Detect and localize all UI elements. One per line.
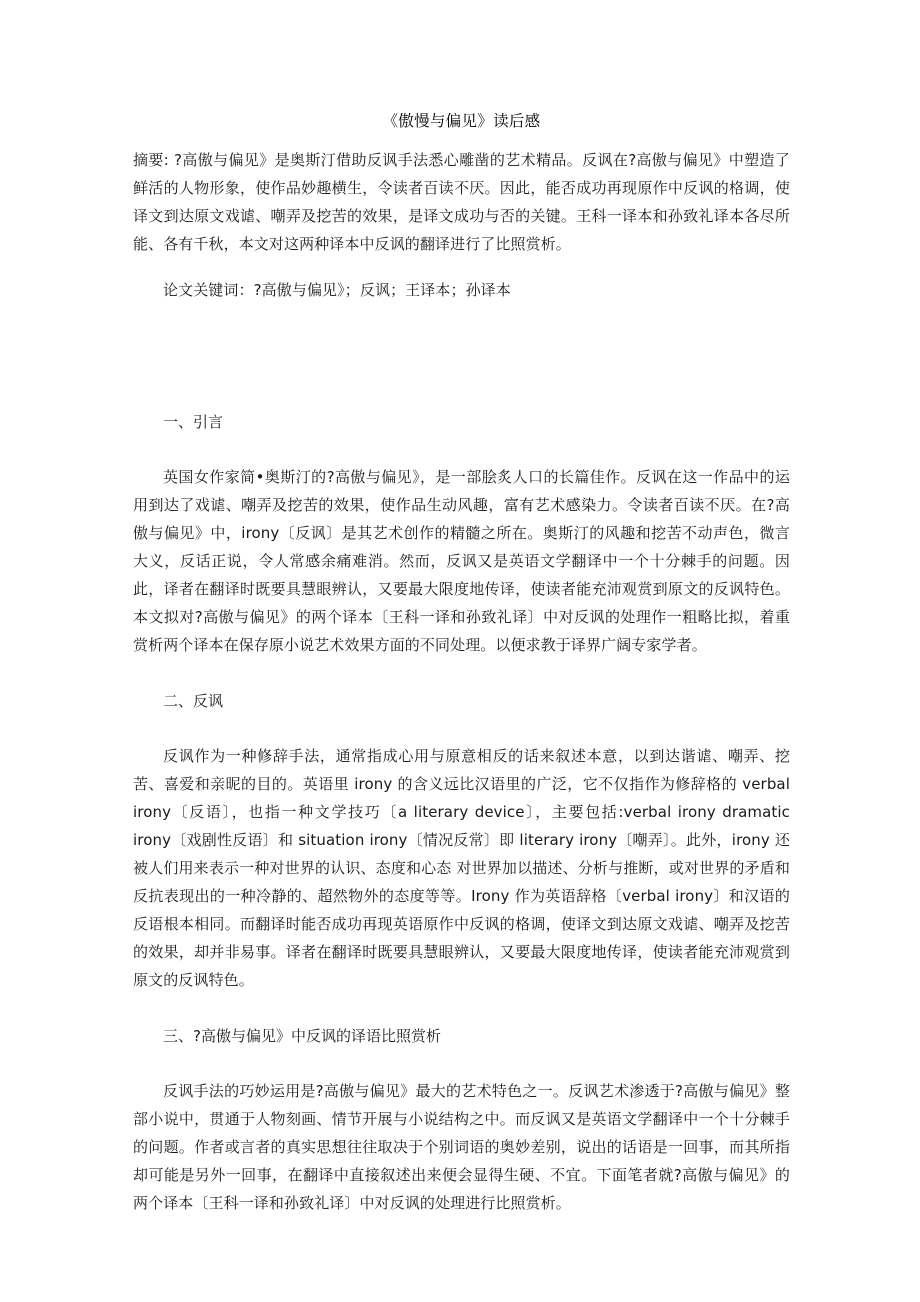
heading-spacer-2 bbox=[133, 715, 790, 742]
section-1-paragraph-1: 英国女作家简•奥斯汀的?高傲与偏见》，是一部脍炙人口的长篇佳作。反讽在这一作品中的运用到达了戏谑、嘲弄及挖苦的效果，使作品生动风趣，富有艺术感染力。令读者百读不厌。在?高傲与偏见》中，irony〔反讽〕是其艺术创作的精髓之所在。奥斯汀的风趣和挖苦不动声色，微言大义，反话正说，令人常感余痛难消。然而，反讽又是英语文学翻译中一个十分棘手的问题。因此，译者在翻译时既要具慧眼辨认，又要最大限度地传译，使读者能充沛观赏到原文的反讽特色。本文拟对?高傲与偏见》的两个译本〔王科一译和孙致礼译〕中对反讽的处理作一粗略比拟，着重赏析两个译本在保存原小说艺术效果方面的不同处理。以便求教于译界广阔专家学者。 bbox=[133, 468, 790, 654]
section-2-paragraph-1: 反讽作为一种修辞手法，通常指成心用与原意相反的话来叙述本意，以到达谐谑、嘲弄、挖苦、喜爱和亲昵的目的。英语里 irony 的含义远比汉语里的广泛，它不仅指作为修辞格的 verbal irony〔反语〕，也指一种文学技巧〔a literary device〕，主要包括:verbal irony dramatic irony〔戏剧性反语〕和 situation irony〔情况反常〕即 literary irony〔嘲弄〕。此外，irony 还被人们用来表示一种对世界的认识、态度和心态 对世界加以描述、分析与推断，或对世界的矛盾和反抗表现出的一种冷静的、超然物外的态度等等。Irony 作为英语辞格〔verbal irony〕和汉语的反语根本相同。而翻译时能否成功再现英语原作中反讽的格调，使译文到达原文戏谑、嘲弄及挖苦的效果，却并非易事。译者在翻译时既要具慧眼辨认，又要最大限度地传译，使读者能充沛观赏到原文的反讽特色。 bbox=[133, 747, 790, 989]
section-3-paragraph-1: 反讽手法的巧妙运用是?高傲与偏见》最大的艺术特色之一。反讽艺术渗透于?高傲与偏见》整部小说中，贯通于人物刻画、情节开展与小说结构之中。而反讽又是英语文学翻译中一个十分棘手的问题。作者或言者的真实思想往往取决于个别词语的奥妙差别，说出的话语是一回事，而其所指却可能是另外一回事，在翻译中直接叙述出来便会显得生硬、不宜。下面笔者就?高傲与偏见》的两个译本〔王科一译和孙致礼译〕中对反讽的处理进行比照赏析。 bbox=[133, 1082, 790, 1212]
abstract-paragraph: 摘要: ?高傲与偏见》是奥斯汀借助反讽手法悉心雕凿的艺术精品。反讽在?高傲与偏见》中塑造了鲜活的人物形象，使作品妙趣横生，令读者百读不厌。因此，能否成功再现原作中反讽的格调，使译文到达原文戏谑、嘲弄及挖苦的效果，是译文成功与否的关键。王科一译本和孙致礼译本各尽所能、各有千秋，本文对这两种译本中反讽的翻译进行了比照赏析。 bbox=[133, 151, 790, 253]
document-content bbox=[133, 108, 790, 1217]
section-heading-1: 一、引言 bbox=[163, 413, 224, 431]
heading-spacer-1 bbox=[133, 436, 790, 463]
section-spacer-2 bbox=[133, 994, 790, 1022]
keywords-paragraph: 论文关键词：?高傲与偏见》；反讽；王译本；孙译本 bbox=[163, 281, 511, 299]
section-spacer-top bbox=[133, 322, 790, 408]
section-heading-2: 二、反讽 bbox=[163, 692, 224, 710]
section-heading-3: 三、?高傲与偏见》中反讽的译语比照赏析 bbox=[163, 1027, 441, 1045]
page-title: 《傲慢与偏见》读后感 bbox=[382, 112, 541, 130]
section-spacer-1 bbox=[133, 659, 790, 687]
heading-spacer-3 bbox=[133, 1050, 790, 1077]
